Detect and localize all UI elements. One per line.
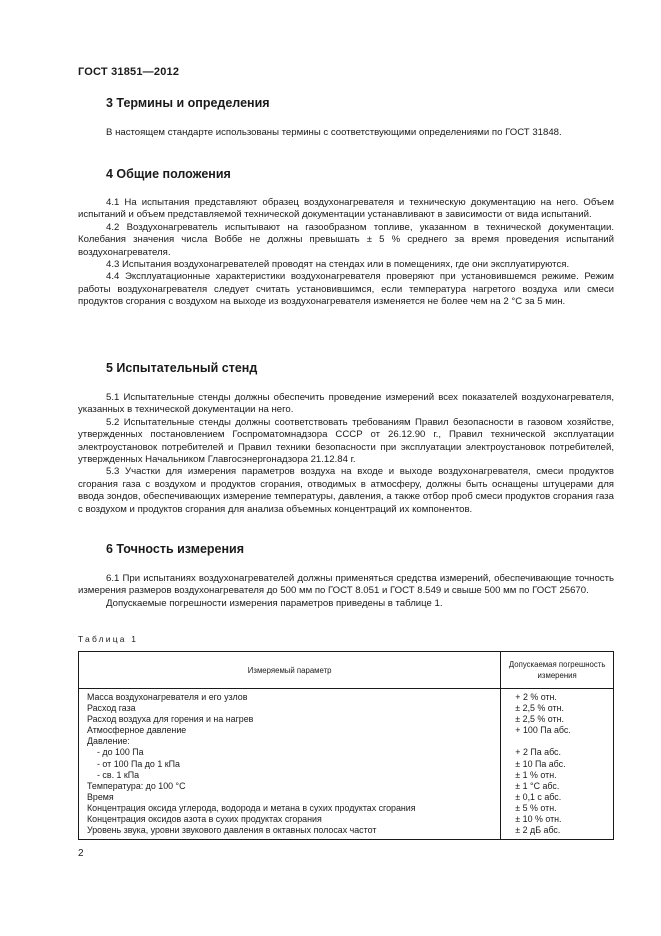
cell-param: Расход газа [79,703,501,714]
table-caption: Таблица 1 [78,634,139,644]
table-row [79,747,614,758]
section-accuracy [78,541,614,610]
section-general [78,166,614,309]
table-row [79,792,614,803]
cell-error: + 2 % отн. [501,689,614,704]
cell-param: Время [79,792,501,803]
section-title: 4 Общие положения [106,167,231,181]
table-row [79,803,614,814]
cell-error: ± 2 дБ абс. [501,825,614,840]
cell-error: ± 5 % отн. [501,803,614,814]
cell-error [501,736,614,747]
cell-param: Концентрация оксидов азота в сухих продуктах сгорания [79,814,501,825]
table-row [79,689,614,704]
cell-error: ± 1 % отн. [501,770,614,781]
table-header-row [79,652,614,689]
cell-error: + 100 Па абс. [501,725,614,736]
paragraph: 5.2 Испытательные стенды должны соответствовать требованиям Правил безопасности в газовом хозяйстве, утвержденных постановлением Госпроматомнадзора СССР от 26.12.90 г., Правил технической эксплуатации электроустановок потребителей и Правил техники безопасности при эксплуатации электроустановок потребителей, утвержденных Начальником Главгосэнергонадзора 21.12.84 г. [78,416,614,466]
table-row [79,703,614,714]
table-row [79,814,614,825]
paragraph: 4.2 Воздухонагреватель испытывают на газообразном топливе, указанном в технической документации. Колебания значения числа Воббе не должны превышать ± 5 % среднего за время проведения испытаний воздухонагревателя. [78,221,614,258]
document-header: ГОСТ 31851—2012 [78,66,180,78]
cell-error: ± 10 % отн. [501,814,614,825]
cell-param: Масса воздухонагревателя и его узлов [79,689,501,704]
table-row [79,781,614,792]
parameters-table [78,651,614,840]
cell-param: Температура: до 100 °С [79,781,501,792]
cell-param: - от 100 Па до 1 кПа [79,759,501,770]
table-row [79,725,614,736]
paragraph: Допускаемые погрешности измерения параметров приведены в таблице 1. [106,597,443,609]
cell-param: Давление: [79,736,501,747]
table-row [79,736,614,747]
paragraph: 4.3 Испытания воздухонагревателей проводят на стендах или в помещениях, где они эксплуатируются. [106,259,570,271]
cell-param: Атмосферное давление [79,725,501,736]
cell-param: Уровень звука, уровни звукового давления в октавных полосах частот [79,825,501,840]
paragraph: 5.1 Испытательные стенды должны обеспечить проведение измерений всех показателей воздухонагревателя, указанных в технической документации на него. [78,392,614,416]
column-header-param: Измеряемый параметр [79,652,501,689]
section-terms [78,95,614,139]
paragraph: В настоящем стандарте использованы термины с соответствующими определениями по ГОСТ 31848. [106,127,562,138]
section-title: 5 Испытательный стенд [106,361,258,375]
table-row [79,770,614,781]
column-header-error: Допускаемая погрешность измерения [501,652,614,689]
paragraph: 4.1 На испытания представляют образец воздухонагревателя и техническую документацию на него. Объем испытаний и объем представляемой технической документации устанавливают в зависимости от вида испытаний. [78,197,614,221]
cell-error: ± 2,5 % отн. [501,703,614,714]
cell-param: - св. 1 кПа [79,770,501,781]
cell-error: ± 10 Па абс. [501,759,614,770]
page-number: 2 [78,848,84,859]
cell-param: Расход воздуха для горения и на нагрев [79,714,501,725]
paragraph: 6.1 При испытаниях воздухонагревателей должны применяться средства измерений, обеспечивающие точность измерения размеров воздухонагревателя до 500 мм по ГОСТ 8.051 и ГОСТ 8.549 и свыше 500 мм по ГОСТ 25670. [78,573,614,597]
paragraph: 4.4 Эксплуатационные характеристики воздухонагревателя проверяют при установившемся режиме. Режим работы воздухонагревателя следует считать установившимся, если температура нагретого воздуха или смеси продуктов сгорания с воздухом на выходе из воздухонагревателя изменяется не более чем на 2 °С за 5 мин. [78,271,614,308]
cell-error: ± 0,1 с абс. [501,792,614,803]
cell-error: ± 1 °С абс. [501,781,614,792]
cell-error: ± 2,5 % отн. [501,714,614,725]
table-row [79,825,614,840]
table-body [79,689,614,840]
section-test-stand [78,360,614,516]
section-title: 3 Термины и определения [106,96,270,110]
table-row [79,714,614,725]
section-title: 6 Точность измерения [106,542,245,556]
table-row [79,759,614,770]
paragraph: 5.3 Участки для измерения параметров воздуха на входе и выходе воздухонагревателя, смеси продуктов сгорания газа с воздухом и продуктов сгорания, отводимых в атмосферу, должны быть оснащены штуцерами для ввода зондов, обеспечивающих измерение температуры, давления, а также отбор проб смеси продуктов сгорания газа с воздухом и продуктов сгорания для анализа объемных концентраций их компонентов. [78,466,614,515]
cell-param: - до 100 Па [79,747,501,758]
cell-param: Концентрация оксида углерода, водорода и метана в сухих продуктах сгорания [79,803,501,814]
cell-error: + 2 Па абс. [501,747,614,758]
